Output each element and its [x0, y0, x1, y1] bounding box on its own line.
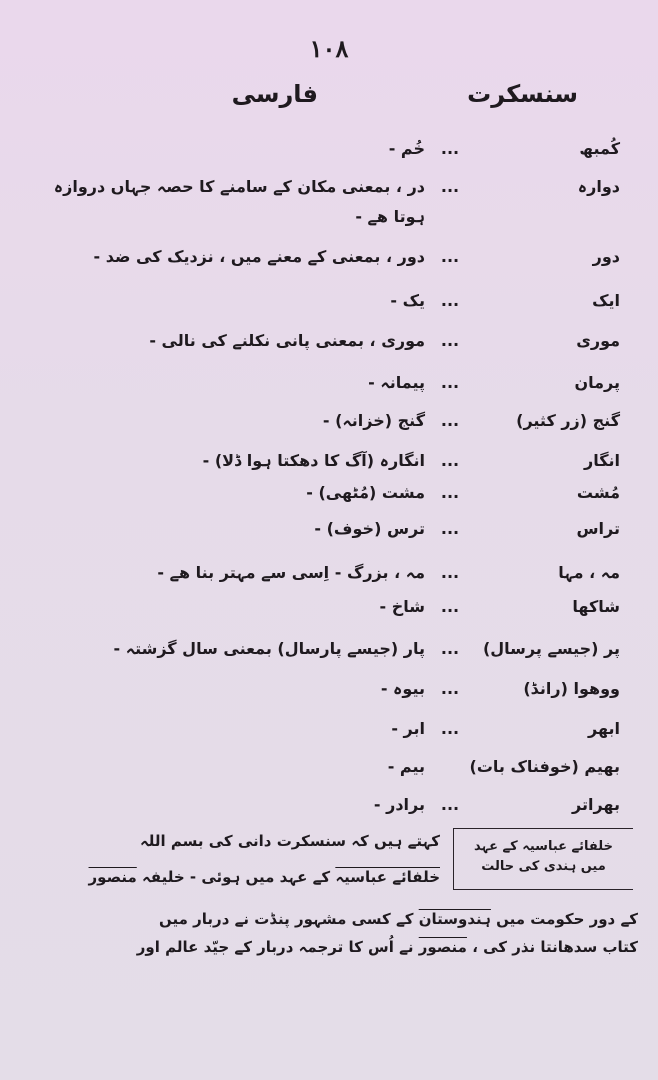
sanskrit-word: ابھر: [587, 719, 620, 738]
farsi-word: یک -: [390, 291, 425, 310]
leader-dots: ...: [440, 139, 460, 158]
leader-dots: ...: [440, 563, 460, 582]
paragraph-text: کتاب سدھانتا نذر کی ،: [466, 938, 638, 956]
farsi-word: مشت (مُٹھی) -: [306, 483, 425, 502]
sanskrit-word: انگار: [583, 451, 620, 470]
sanskrit-word: پر (جیسے پرسال): [482, 639, 620, 658]
sanskrit-word: تراس: [576, 519, 620, 538]
farsi-word: موری ، بمعنی پانی نکلنے کی نالی -: [149, 331, 425, 350]
margin-note-line-1: خلفائے عباسیہ کے عہد: [474, 839, 613, 854]
leader-dots: ...: [440, 373, 460, 392]
leader-dots: ...: [440, 639, 460, 658]
paragraph-term-mansur: منصور: [88, 868, 137, 886]
column-header-farsi: فارسی: [231, 80, 318, 108]
paragraph-line-2: [89, 868, 440, 886]
leader-dots: ...: [440, 679, 460, 698]
paragraph-line-3: [159, 910, 638, 928]
farsi-word: پار (جیسے پارسال) بمعنی سال گزشتہ -: [113, 639, 425, 658]
page-number: ۱۰۸: [309, 34, 349, 63]
farsi-word: برادر -: [373, 795, 425, 814]
sanskrit-word: بھراتر: [572, 795, 620, 814]
leader-dots: ...: [440, 411, 460, 430]
margin-note: [453, 828, 633, 890]
sanskrit-word: بھیم (خوفناک بات): [469, 757, 620, 776]
column-header-sanskrit: سنسکرت: [467, 80, 578, 108]
farsi-word: بیم -: [387, 757, 425, 776]
leader-dots: ...: [440, 247, 460, 266]
leader-dots: ...: [440, 483, 460, 502]
farsi-word: انگارہ (آگ کا دھکتا ہوا ڈلا) -: [202, 451, 425, 470]
sanskrit-word: شاکھا: [572, 597, 620, 616]
paragraph-term-abbasids: خلفائے عباسیہ: [335, 868, 440, 886]
sanskrit-word: پرمان: [574, 373, 620, 392]
leader-dots: ...: [440, 795, 460, 814]
leader-dots: ...: [440, 331, 460, 350]
farsi-word: ابر -: [391, 719, 425, 738]
farsi-word: پیمانہ -: [368, 373, 425, 392]
paragraph-line-1: کہتے ہیں کہ سنسکرت دانی کی بسم اللہ: [139, 832, 440, 850]
paragraph-term-hindustan: ہندوستان: [418, 910, 491, 928]
farsi-word: گنج (خزانہ) -: [322, 411, 425, 430]
leader-dots: ...: [440, 719, 460, 738]
leader-dots: ...: [440, 451, 460, 470]
sanskrit-word: مُشت: [576, 483, 620, 502]
sanskrit-word: گنج (زر کثیر): [516, 411, 620, 430]
farsi-word: مہ ، بزرگ - اِسی سے مہتر بنا ھے -: [157, 563, 425, 582]
leader-dots: ...: [440, 597, 460, 616]
farsi-word: دور ، بمعنی کے معنے میں ، نزدیک کی ضد -: [93, 247, 425, 266]
leader-dots: ...: [440, 177, 460, 196]
sanskrit-word: دوارہ: [577, 177, 620, 196]
sanskrit-word: ایک: [592, 291, 620, 310]
margin-note-line-2: میں ہندی کی حالت: [481, 859, 606, 874]
paragraph-line-4: [137, 938, 638, 956]
farsi-word: بیوہ -: [380, 679, 425, 698]
farsi-word: خُم -: [388, 139, 425, 158]
farsi-word: ترس (خوف) -: [314, 519, 425, 538]
paragraph-term-mansur: منصور: [418, 938, 467, 956]
sanskrit-word: موری: [576, 331, 620, 350]
paragraph-text: کے عہد میں ہوئی - خلیفہ: [136, 868, 336, 886]
sanskrit-word: ووھوا (رانڈ): [523, 679, 620, 698]
leader-dots: ...: [440, 291, 460, 310]
paragraph-text: کے دور حکومت میں: [490, 910, 638, 928]
farsi-word: شاخ -: [379, 597, 425, 616]
sanskrit-word: مہ ، مہا: [558, 563, 620, 582]
leader-dots: ...: [440, 519, 460, 538]
paragraph-text: نے اُس کا ترجمہ دربار کے جیّد عالم اور: [136, 938, 419, 956]
farsi-word: در ، بمعنی مکان کے سامنے کا حصہ جہاں دروازہ ہوتا ھے -: [53, 177, 425, 226]
sanskrit-word: دور: [592, 247, 620, 266]
paragraph-text: کے کسی مشہور پنڈت نے دربار میں: [159, 910, 419, 928]
sanskrit-word: کُمبھ: [579, 139, 620, 158]
